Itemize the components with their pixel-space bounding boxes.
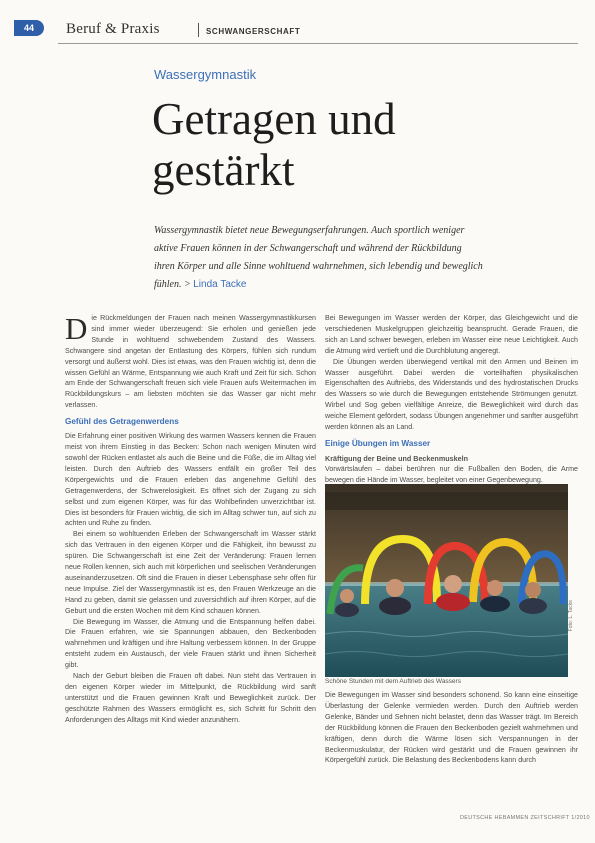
body-paragraph: Die Bewegungen im Wasser sind besonders schonend. So kann eine einseitige Überlastung der Gelenke vermieden werden. Durch den Auftrieb werden Gelenke, Bänder und Sehnen nicht belastet, denn das Wasser trägt. Im Bereich der Rückbildung können die Frauen den Beckenboden gezielt wahrnehmen und kräftigen, denn durch die Wärme lösen sich Verspannungen in der Beckenmuskulatur, der Rücken wird gestärkt und die Frauen gewinnen ihr Körpergefühl zurück. Die Belastung des Beckenbodens kann durch bbox=[325, 691, 578, 765]
article-title: Getragen und gestärkt bbox=[152, 94, 396, 195]
article-column-right-lower bbox=[325, 690, 578, 766]
subheading-getragenwerden: Gefühl des Getragenwerdens bbox=[65, 417, 179, 427]
header-rule bbox=[58, 43, 578, 44]
page-footer: DEUTSCHE HEBAMMEN ZEITSCHRIFT 1/2010 bbox=[460, 815, 590, 821]
body-paragraph: Die Übungen werden überwiegend vertikal mit den Armen und Beinen im Wasser ausgeführt. Dabei werden die vorteilhaften physikalischen Eigenschaften des Auftriebs, des Widerstands und des hydrostatischen Drucks des Wassers so wie durch die Bewegungen entstehende Strömungen genutzt. Wirbel und Sog geben vielfältige Anreize, die Beweglichkeit wird durch das weiche Element gefördert, sodass Übungen angenehmer und sanfter ausgeführt werden können als an Land. bbox=[325, 357, 578, 432]
lead-text: Wassergymnastik bietet neue Bewegungserfahrungen. Auch sportlich weniger aktive Frauen können in der Schwangerschaft und während der Rückbildung ihren Körper und alle Sinne wohltuend wahrnehmen, sich lebendig und beweglich fühlen. > bbox=[154, 225, 483, 290]
photo-caption: Schöne Stunden mit dem Auftrieb des Wassers bbox=[325, 678, 461, 685]
header-divider bbox=[198, 23, 199, 37]
intro-paragraph bbox=[65, 313, 316, 411]
body-paragraph: Die Erfahrung einer positiven Wirkung des warmen Wassers kennen die Frauen meist von ihrem Einstieg in das Becken: Schon nach wenigen Minuten wird sowohl der Rücken entlastet als auch die Beine und die Füße, die im Alltag viel leisten. Durch den Auftrieb des Wassers entfällt ein großer Teil des Körpergewichts und die Frauen erleben das angenehme Gefühl des Getragenwerdens, der Schwerelosigkeit. Es öffnet sich der Zugang zu sich selbst und zum eigenen Körper, was für das Wohlbefinden unverzichtbar ist. Dies ist besonders für Frauen wichtig, die sich im Alltag schwer tun, auf sich zu achten und Ruhe zu finden. bbox=[65, 432, 316, 528]
exercise-text: Vorwärtslaufen – dabei berühren nur die Fußballen den Boden, die Arme bewegen die Hände im Wasser, begleitet von einer Gegenbewegung. bbox=[325, 464, 578, 484]
subsection-label: SCHWANGERSCHAFT bbox=[206, 27, 301, 36]
body-paragraph: Die Bewegung im Wasser, die Atmung und die Entspannung helfen dabei. Die Frauen erfahren, wie sie Spannungen abbauen, den Beckenboden wahrnehmen und kräftigen und ihre Haltung verbessern können. In der Gruppe entsteht zudem ein Austausch, der viele Frauen stärkt und ihnen Sicherheit gibt. bbox=[65, 617, 316, 670]
body-paragraph: Bei einem so wohltuenden Erleben der Schwangerschaft im Wasser stärkt sich das Vertrauen in den eigenen Körper und die Fähigkeit, ihn bewusst zu spüren. Die Schwangerschaft ist eine Zeit der Veränderung: Frauen lernen neue Rollen kennen, sich auch mit körperlichen und seelischen Veränderungen auseinanderzusetzen. Oft sind die Frauen in dieser Lebensphase sehr offen für neue Impulse. Ziel der Wassergymnastik ist es, den Frauen Werkzeuge an die Hand zu geben, damit sie gelassen und zuversichtlich auf ihren Körper, auf die Geburt und die ersten Wochen mit dem Kind schauen können. bbox=[65, 530, 316, 615]
article-column-left bbox=[65, 313, 316, 726]
author-name: Linda Tacke bbox=[193, 279, 247, 290]
body-paragraph: Nach der Geburt bleiben die Frauen oft dabei. Nun steht das Vertrauen in den eigenen Körper wieder im Mittelpunkt, die Rückbildung wird sanft unterstützt und die Frauen gewinnen Kraft und Beweglichkeit zurück. Der geschützte Rahmen des Wassers ermöglicht es, sich Schritt für Schritt den Anforderungen des Alltags mit Kind wieder anzunähern. bbox=[65, 672, 316, 724]
exercise-title: Kräftigung der Beine und Beckenmuskeln bbox=[325, 453, 468, 463]
page-number: 44 bbox=[14, 20, 44, 36]
article-kicker: Wassergymnastik bbox=[154, 67, 257, 82]
intro-text: ie Rückmeldungen der Frauen nach meinen Wassergymnastikkursen sind immer wieder überzeugend: Sie erholen und genießen jede Stunde in wohltuend schwebendem Zustand des Wassers. Schwangere sind angetan der Entlastung des Körpers, fühlen sich rundum versorgt und äußerst wohl. Dies ist etwas, was den Frauen wichtig ist, denn die wissen Gefühl an Wärme, Entspannung wie auch Kraft und Zeit für sich. Schon am Ende der Schwangerschaft freuen sich viele Frauen aufs Weitermachen im Rückbildungskurs – am liebsten möchten sie das Wasser gar nicht mehr verlassen. bbox=[65, 314, 316, 410]
photo-credit: Foto: L. Tacke bbox=[568, 600, 574, 632]
pool-photo bbox=[325, 484, 568, 677]
article-lead bbox=[154, 222, 484, 294]
body-paragraph: Bei Bewegungen im Wasser werden der Körper, das Gleichgewicht und die verschiedenen Muskelgruppen gleichzeitig beansprucht. Gerade Frauen, die sich an Land schwer bewegen, erleben im Wasser eine neue Leichtigkeit. Auch die Atmung wird vertieft und die Durchblutung angeregt. bbox=[325, 314, 578, 355]
drop-cap: D bbox=[65, 311, 88, 346]
subheading-uebungen: Einige Übungen im Wasser bbox=[325, 438, 431, 448]
article-column-right bbox=[325, 313, 578, 486]
section-title: Beruf & Praxis bbox=[66, 21, 160, 37]
